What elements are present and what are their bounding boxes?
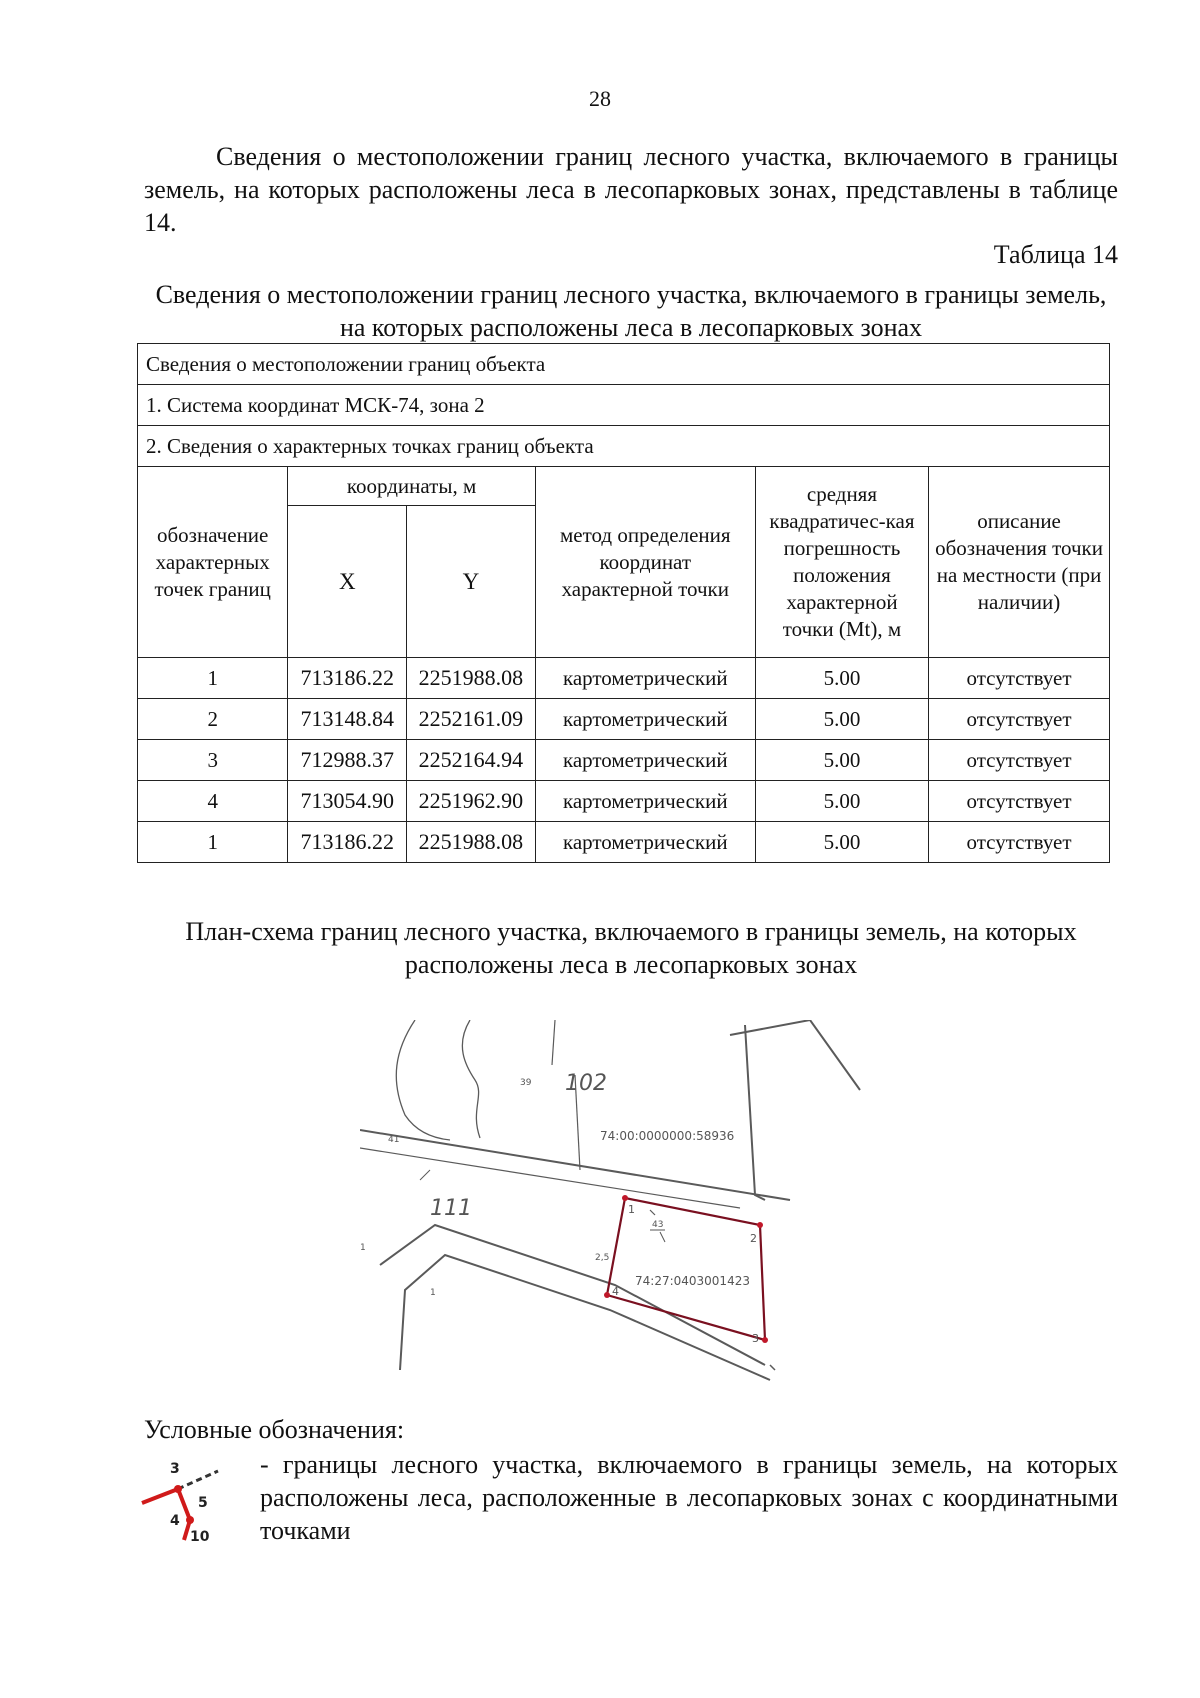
boundary-point-2 [757, 1222, 763, 1228]
cell-description: отсутствует [929, 781, 1110, 822]
small-label-39: 39 [520, 1078, 532, 1088]
cell-x: 713054.90 [288, 781, 407, 822]
cell-description: отсутствует [929, 658, 1110, 699]
cell-error: 5.00 [755, 822, 928, 863]
cadastral-label-big: 74:00:0000000:58936 [600, 1129, 735, 1143]
table-info-cell: 2. Сведения о характерных точках границ объекта [138, 426, 1110, 467]
cell-description: отсутствует [929, 822, 1110, 863]
header-description: описание обозначения точки на местности (при наличии) [929, 467, 1110, 658]
table-row [138, 658, 1110, 699]
legend-symbol-label-3: 3 [170, 1461, 180, 1477]
cell-y: 2252164.94 [407, 740, 536, 781]
table-info-cell: Сведения о местоположении границ объекта [138, 344, 1110, 385]
coordinates-table [137, 343, 1110, 863]
table-info-cell: 1. Система координат МСК-74, зона 2 [138, 385, 1110, 426]
quarter-label-111: 111 [430, 1196, 472, 1221]
cell-description: отсутствует [929, 740, 1110, 781]
cell-x: 713186.22 [288, 822, 407, 863]
cell-error: 5.00 [755, 740, 928, 781]
header-x: X [288, 506, 407, 658]
cell-error: 5.00 [755, 658, 928, 699]
boundary-point-1 [622, 1195, 628, 1201]
cell-error: 5.00 [755, 781, 928, 822]
cell-y: 2251988.08 [407, 658, 536, 699]
small-label-1b: 1 [430, 1288, 436, 1298]
header-method: метод определения координат характерной точки [535, 467, 755, 658]
quarter-label-102: 102 [565, 1071, 607, 1096]
legend-boundary-symbol [140, 1455, 230, 1545]
small-label-1a: 1 [360, 1243, 366, 1253]
cell-point: 4 [138, 781, 288, 822]
point-label-1: 1 [628, 1203, 635, 1216]
boundary-point-4 [604, 1292, 610, 1298]
legend-text: - границы лесного участка, включаемого в границы земель, на которых расположены леса, расположенные в лесопарковых зонах с координатными точками [260, 1450, 1118, 1545]
header-point: обозначение характерных точек границ [138, 467, 288, 658]
cell-error: 5.00 [755, 699, 928, 740]
cell-point: 1 [138, 658, 288, 699]
small-label-25: 2,5 [595, 1253, 610, 1263]
legend-heading: Условные обозначения: [144, 1415, 405, 1444]
cadastral-label-plot: 74:27:0403001423 [635, 1274, 750, 1288]
cell-method: картометрический [535, 740, 755, 781]
table-header-row [138, 467, 1110, 506]
plan-scheme-map [360, 1020, 900, 1405]
table-title: Сведения о местоположении границ лесного участка, включаемого в границы земель, на которых расположены леса в лесопарковых зонах [155, 280, 1107, 342]
cell-description: отсутствует [929, 699, 1110, 740]
cell-point: 2 [138, 699, 288, 740]
header-coords-group: координаты, м [288, 467, 535, 506]
point-label-2: 2 [750, 1232, 757, 1245]
point-label-4: 4 [612, 1285, 619, 1298]
boundary-point-3 [762, 1337, 768, 1343]
cell-method: картометрический [535, 781, 755, 822]
cell-point: 1 [138, 822, 288, 863]
page-number: 28 [589, 86, 611, 111]
small-label-41: 41 [388, 1135, 400, 1145]
cell-y: 2251988.08 [407, 822, 536, 863]
map-labels [360, 1071, 759, 1345]
table-label: Таблица 14 [993, 240, 1118, 269]
cell-method: картометрический [535, 699, 755, 740]
table-info-row [138, 344, 1110, 385]
scheme-title: План-схема границ лесного участка, включаемого в границы земель, на которых расположены леса в лесопарковых зонах [185, 917, 1077, 979]
table-row [138, 740, 1110, 781]
table-row [138, 822, 1110, 863]
cell-x: 713148.84 [288, 699, 407, 740]
legend-symbol-label-10: 10 [190, 1529, 210, 1545]
cell-x: 713186.22 [288, 658, 407, 699]
cell-method: картометрический [535, 658, 755, 699]
table-row [138, 781, 1110, 822]
cell-y: 2251962.90 [407, 781, 536, 822]
cell-method: картометрический [535, 822, 755, 863]
table-info-row [138, 385, 1110, 426]
cell-point: 3 [138, 740, 288, 781]
forest-plot-boundary [604, 1195, 768, 1343]
header-error: средняя квадратичес-кая погрешность положения характерной точки (Mt), м [755, 467, 928, 658]
table-info-row [138, 426, 1110, 467]
point-label-3: 3 [752, 1332, 759, 1345]
cell-x: 712988.37 [288, 740, 407, 781]
small-label-43: 43 [652, 1220, 664, 1230]
intro-paragraph: Сведения о местоположении границ лесного участка, включаемого в границы земель, на которых расположены леса в лесопарковых зонах, представлены в таблице 14. [144, 142, 1118, 237]
legend-symbol-label-4: 4 [170, 1513, 180, 1529]
cell-y: 2252161.09 [407, 699, 536, 740]
table-row [138, 699, 1110, 740]
header-y: Y [407, 506, 536, 658]
legend-symbol-label-5: 5 [198, 1495, 208, 1511]
